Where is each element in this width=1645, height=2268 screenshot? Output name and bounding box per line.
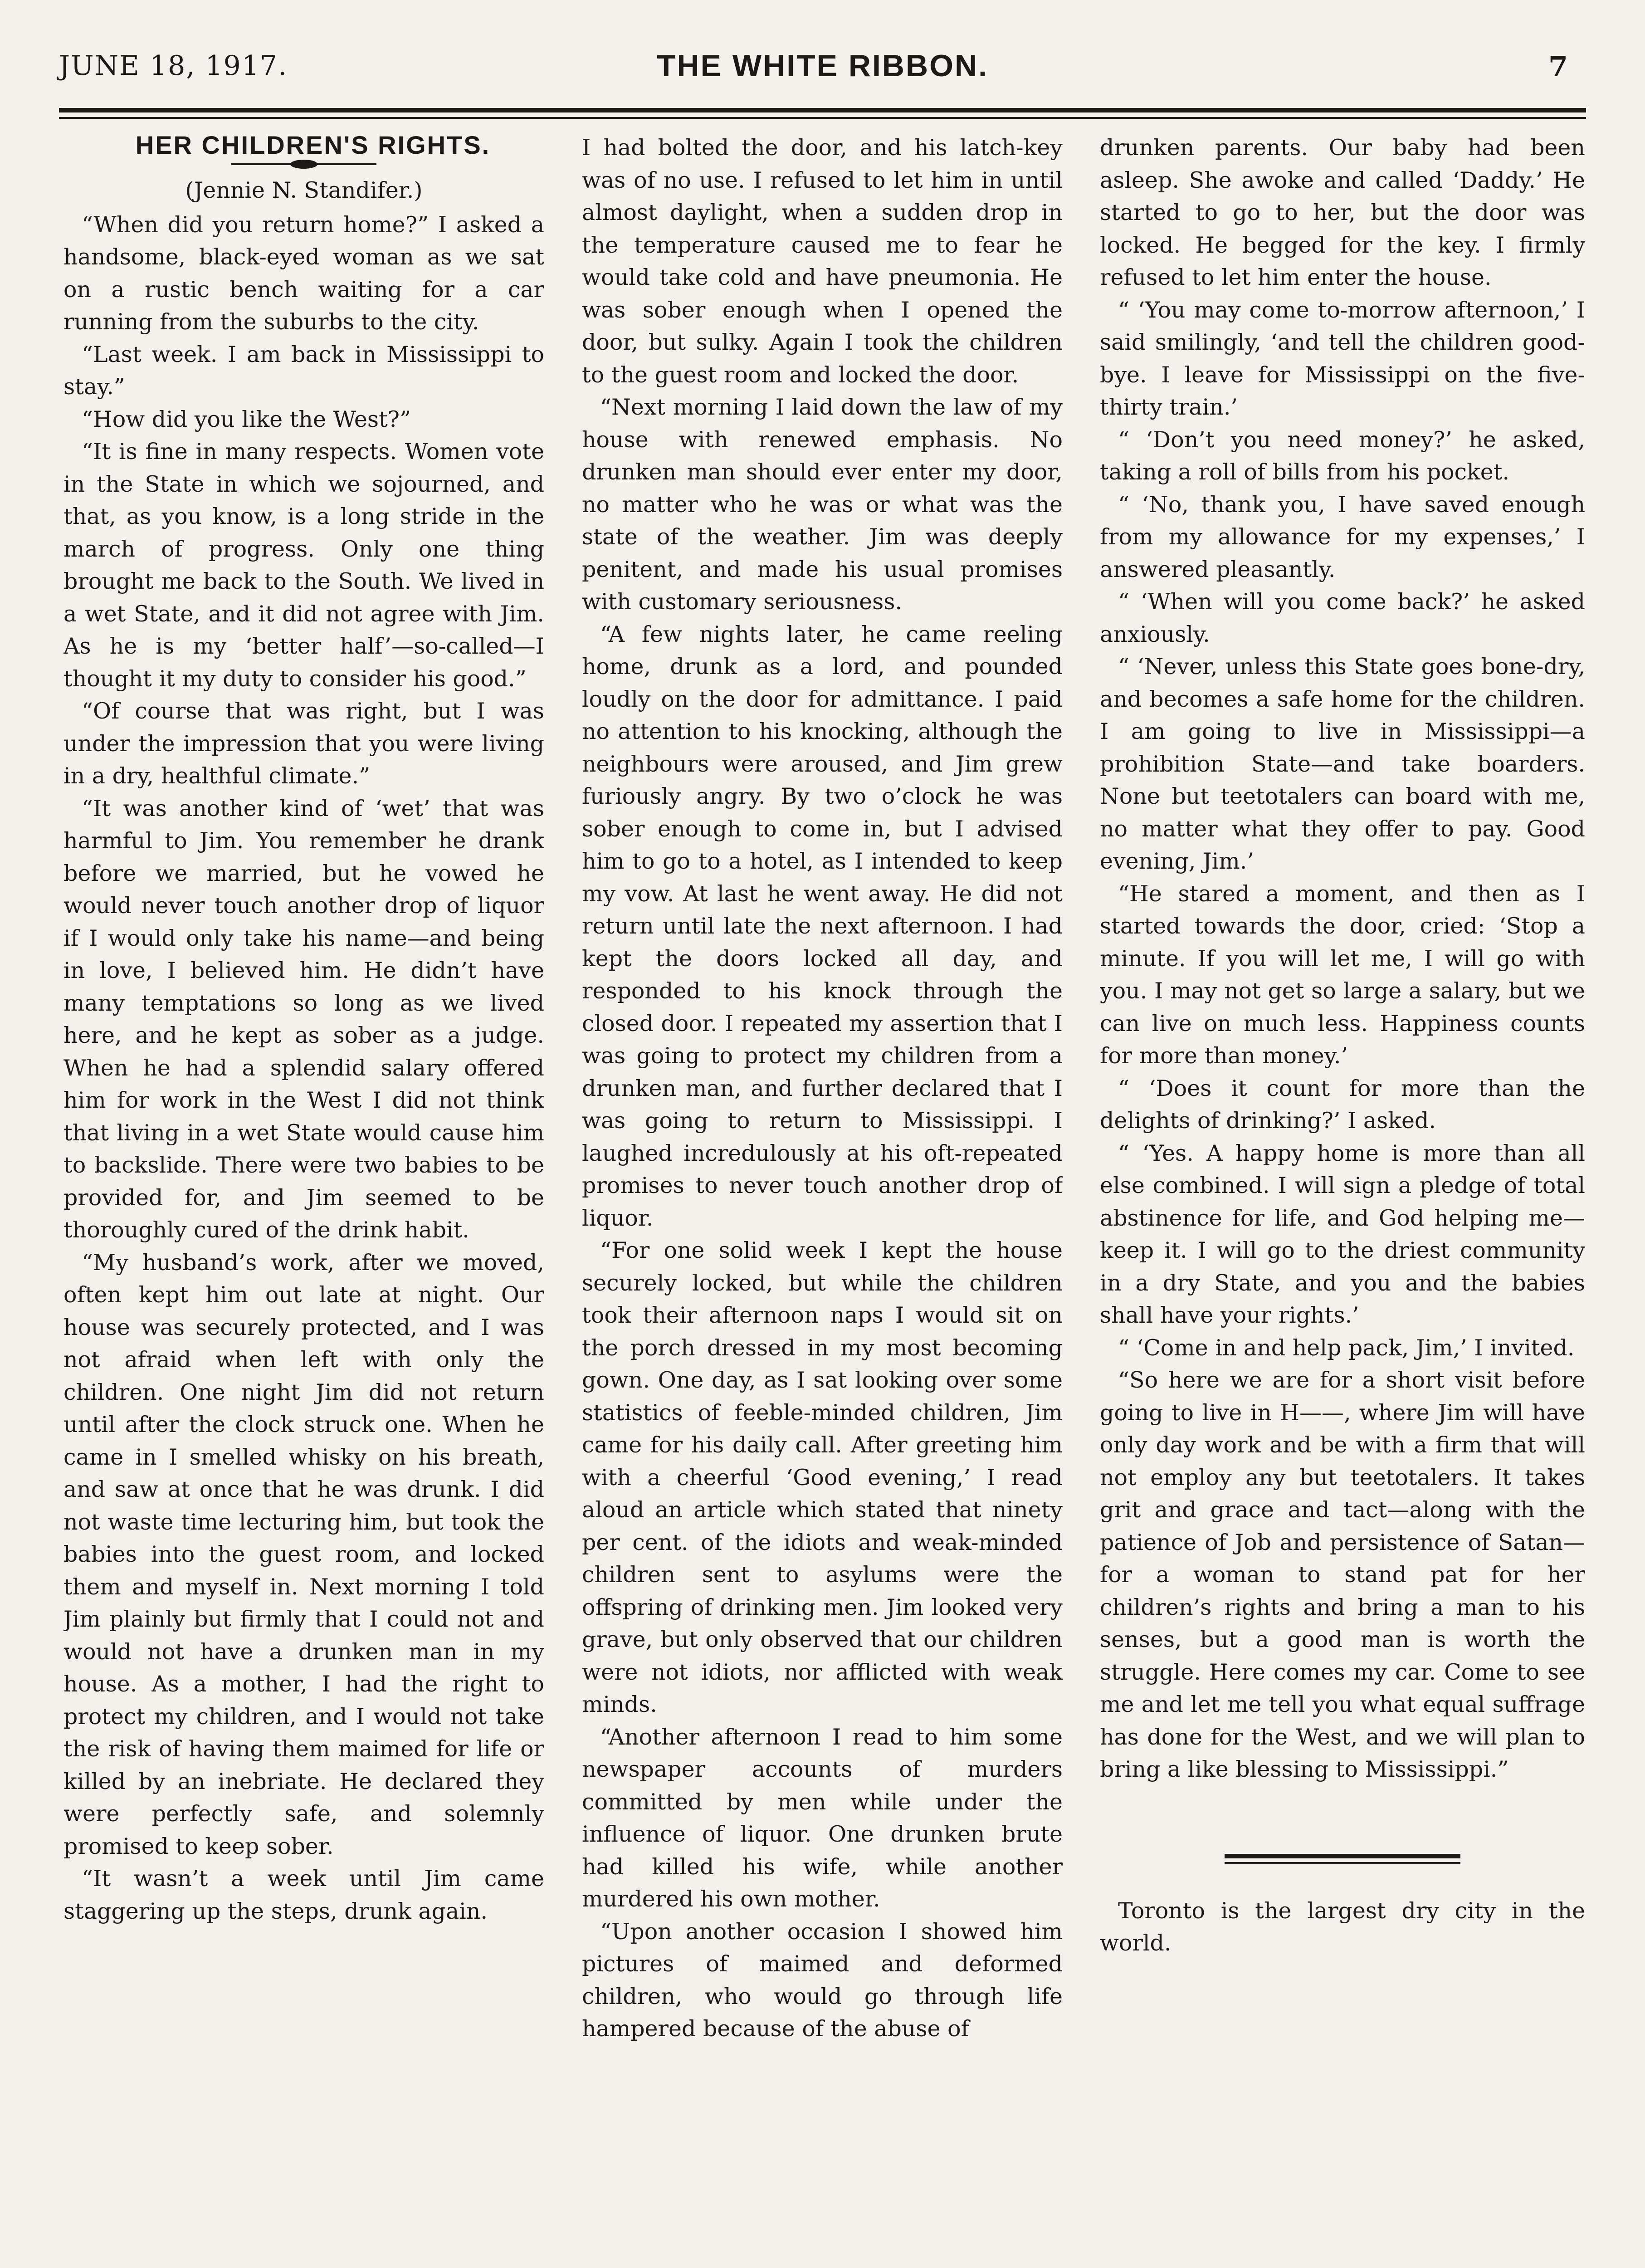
page-number: 7 [1548, 50, 1568, 83]
paragraph: “For one solid week I kept the house securely locked, but while the children took their afternoon naps I would sit on the porch dressed in my most becoming gown. One day, as I sat looking over some statistics of feeble-minded children, Jim came for his daily call. After greeting him with a cheerful ‘Good evening,’ I read aloud an article which stated that ninety per cent. of the idiots and weak-minded children sent to asylums were the offspring of drinking men. Jim looked very grave, but only observed that our children were not idiots, nor afflicted with weak minds. [582, 1237, 1063, 1717]
article-end-rule [1225, 1854, 1460, 1867]
paragraph: “ ‘Come in and help pack, Jim,’ I invited. [1118, 1334, 1575, 1361]
paragraph: “It wasn’t a week until Jim came staggering up the steps, drunk again. [63, 1866, 544, 1924]
paragraph: “So here we are for a short visit before going to live in H——, where Jim will have only day work and be with a firm that will not employ any but teetotalers. It takes grit and grace and tact—along with the patience of Job and persistence of Satan—for a woman to stand pat for her children’s rights and bring a man to his senses, but a good man is worth the struggle. Here comes my car. Come to see me and let me tell you what equal suffrage has done for the West, and we will plan to bring a like blessing to Mississippi.” [1100, 1367, 1585, 1782]
header-rule-thin [59, 117, 1586, 119]
article-title: HER CHILDREN'S RIGHTS. [135, 132, 491, 159]
paragraph: “ ‘Does it count for more than the delights of drinking?’ I asked. [1100, 1075, 1585, 1134]
paragraph: “Next morning I laid down the law of my house with renewed emphasis. No drunken man should ever enter my door, no matter who he was or what was the state of the weather. Jim was deeply penitent, and made his usual promises with customary seriousness. [582, 394, 1063, 615]
column-3 [1100, 132, 1585, 2224]
paragraph: “How did you like the West?” [82, 406, 411, 432]
paragraph: “When did you return home?” I asked a handsome, black-eyed woman as we sat on a rustic bench waiting for a car running from the suburbs to the city. [63, 211, 544, 335]
paragraph: “ ‘Don’t you need money?’ he asked, taking a roll of bills from his pocket. [1100, 426, 1585, 485]
paragraph: “He stared a moment, and then as I started towards the door, cried: ‘Stop a minute. If you will let me, I will go with you. I may not get so large a salary, but we can live on much less. Happiness counts for more than money.’ [1100, 880, 1585, 1069]
paragraph: “My husband’s work, after we moved, often kept him out late at night. Our house was securely protected, and I was not afraid when left with only the children. One night Jim did not return until after the clock struck one. When he came in I smelled whisky on his breath, and saw at once that he was drunk. I did not waste time lecturing him, but took the babies into the guest room, and locked them and myself in. Next morning I told Jim plainly but firmly that I could not and would not have a drunken man in my house. As a mother, I had the right to protect my children, and I would not take the risk of having them maimed for life or killed by an inebriate. He declared they were perfectly safe, and solemnly promised to keep sober. [63, 1249, 544, 1859]
paragraph: “ ‘Yes. A happy home is more than all else combined. I will sign a pledge of total abstinence for life, and God helping me—keep it. I will go to the driest community in a dry State, and you and the babies shall have your rights.’ [1100, 1140, 1585, 1328]
issue-date: JUNE 18, 1917. [59, 50, 288, 82]
paragraph: “Last week. I am back in Mississippi to stay.” [63, 341, 544, 400]
filler-note: Toronto is the largest dry city in the world. [1100, 1897, 1585, 1956]
page-header [59, 50, 1586, 100]
publication-title: THE WHITE RIBBON. [657, 49, 988, 83]
paragraph: “Upon another occasion I showed him pictures of maimed and deformed children, who would go through life hampered because of the abuse of [582, 1918, 1063, 2042]
paragraph: I had bolted the door, and his latch-key was of no use. I refused to let him in until almost daylight, when a sudden drop in the temperature caused me to fear he would take cold and have pneumonia. He was sober enough when I opened the door, but sulky. Again I took the children to the guest room and locked the door. [582, 135, 1063, 388]
column-1 [63, 132, 544, 2224]
paragraph: “ ‘No, thank you, I have saved enough from my allowance for my expenses,’ I answered pleasantly. [1100, 491, 1585, 582]
article-byline: (Jennie N. Standifer.) [185, 177, 423, 203]
header-rule-thick [59, 108, 1586, 112]
paragraph: “Of course that was right, but I was under the impression that you were living in a dry, healthful climate.” [63, 698, 544, 789]
title-ornament [231, 159, 376, 170]
paragraph: “ ‘When will you come back?’ he asked anxiously. [1100, 589, 1585, 647]
paragraph: “Another afternoon I read to him some newspaper accounts of murders committed by men while under the influence of liquor. One drunken brute had killed his wife, while another murdered his own mother. [582, 1724, 1063, 1912]
paragraph: drunken parents. Our baby had been asleep. She awoke and called ‘Daddy.’ He started to go to her, but the door was locked. He begged for the key. I firmly refused to let him enter the house. [1100, 135, 1585, 290]
paragraph: “ ‘Never, unless this State goes bone-dry, and becomes a safe home for the children. I am going to live in Mississippi—a prohibition State—and take boarders. None but teetotalers can board with me, no matter what they offer to pay. Good evening, Jim.’ [1100, 654, 1585, 874]
paragraph: “It is fine in many respects. Women vote in the State in which we sojourned, and that, as you know, is a long stride in the march of progress. Only one thing brought me back to the South. We lived in a wet State, and it did not agree with Jim. As he is my ‘better half’—so-called—I thought it my duty to consider his good.” [63, 439, 544, 692]
paragraph: “It was another kind of ‘wet’ that was harmful to Jim. You remember he drank before we married, but he vowed he would never touch another drop of liquor if I would only take his name—and being in love, I believed him. He didn’t have many temptations so long as we lived here, and he kept as sober as a judge. When he had a splendid salary offered him for work in the West I did not think that living in a wet State would cause him to backslide. There were two babies to be provided for, and Jim seemed to be thoroughly cured of the drink habit. [63, 795, 544, 1243]
paragraph: “ ‘You may come to-morrow afternoon,’ I said smilingly, ‘and tell the children good-bye. I leave for Mississippi on the five-thirty train.’ [1100, 297, 1585, 420]
column-2 [582, 132, 1063, 2224]
paragraph: “A few nights later, he came reeling home, drunk as a lord, and pounded loudly on the door for admittance. I paid no attention to his knocking, although the neighbours were aroused, and Jim grew furiously angry. By two o’clock he was sober enough to come in, but I advised him to go to a hotel, as I intended to keep my vow. At last he went away. He did not return until late the next afternoon. I had kept the doors locked all day, and responded to his knock through the closed door. I repeated my assertion that I was going to protect my children from a drunken man, and further declared that I was going to return to Mississippi. I laughed incredulously at his oft-repeated promises to never touch another drop of liquor. [582, 621, 1063, 1231]
